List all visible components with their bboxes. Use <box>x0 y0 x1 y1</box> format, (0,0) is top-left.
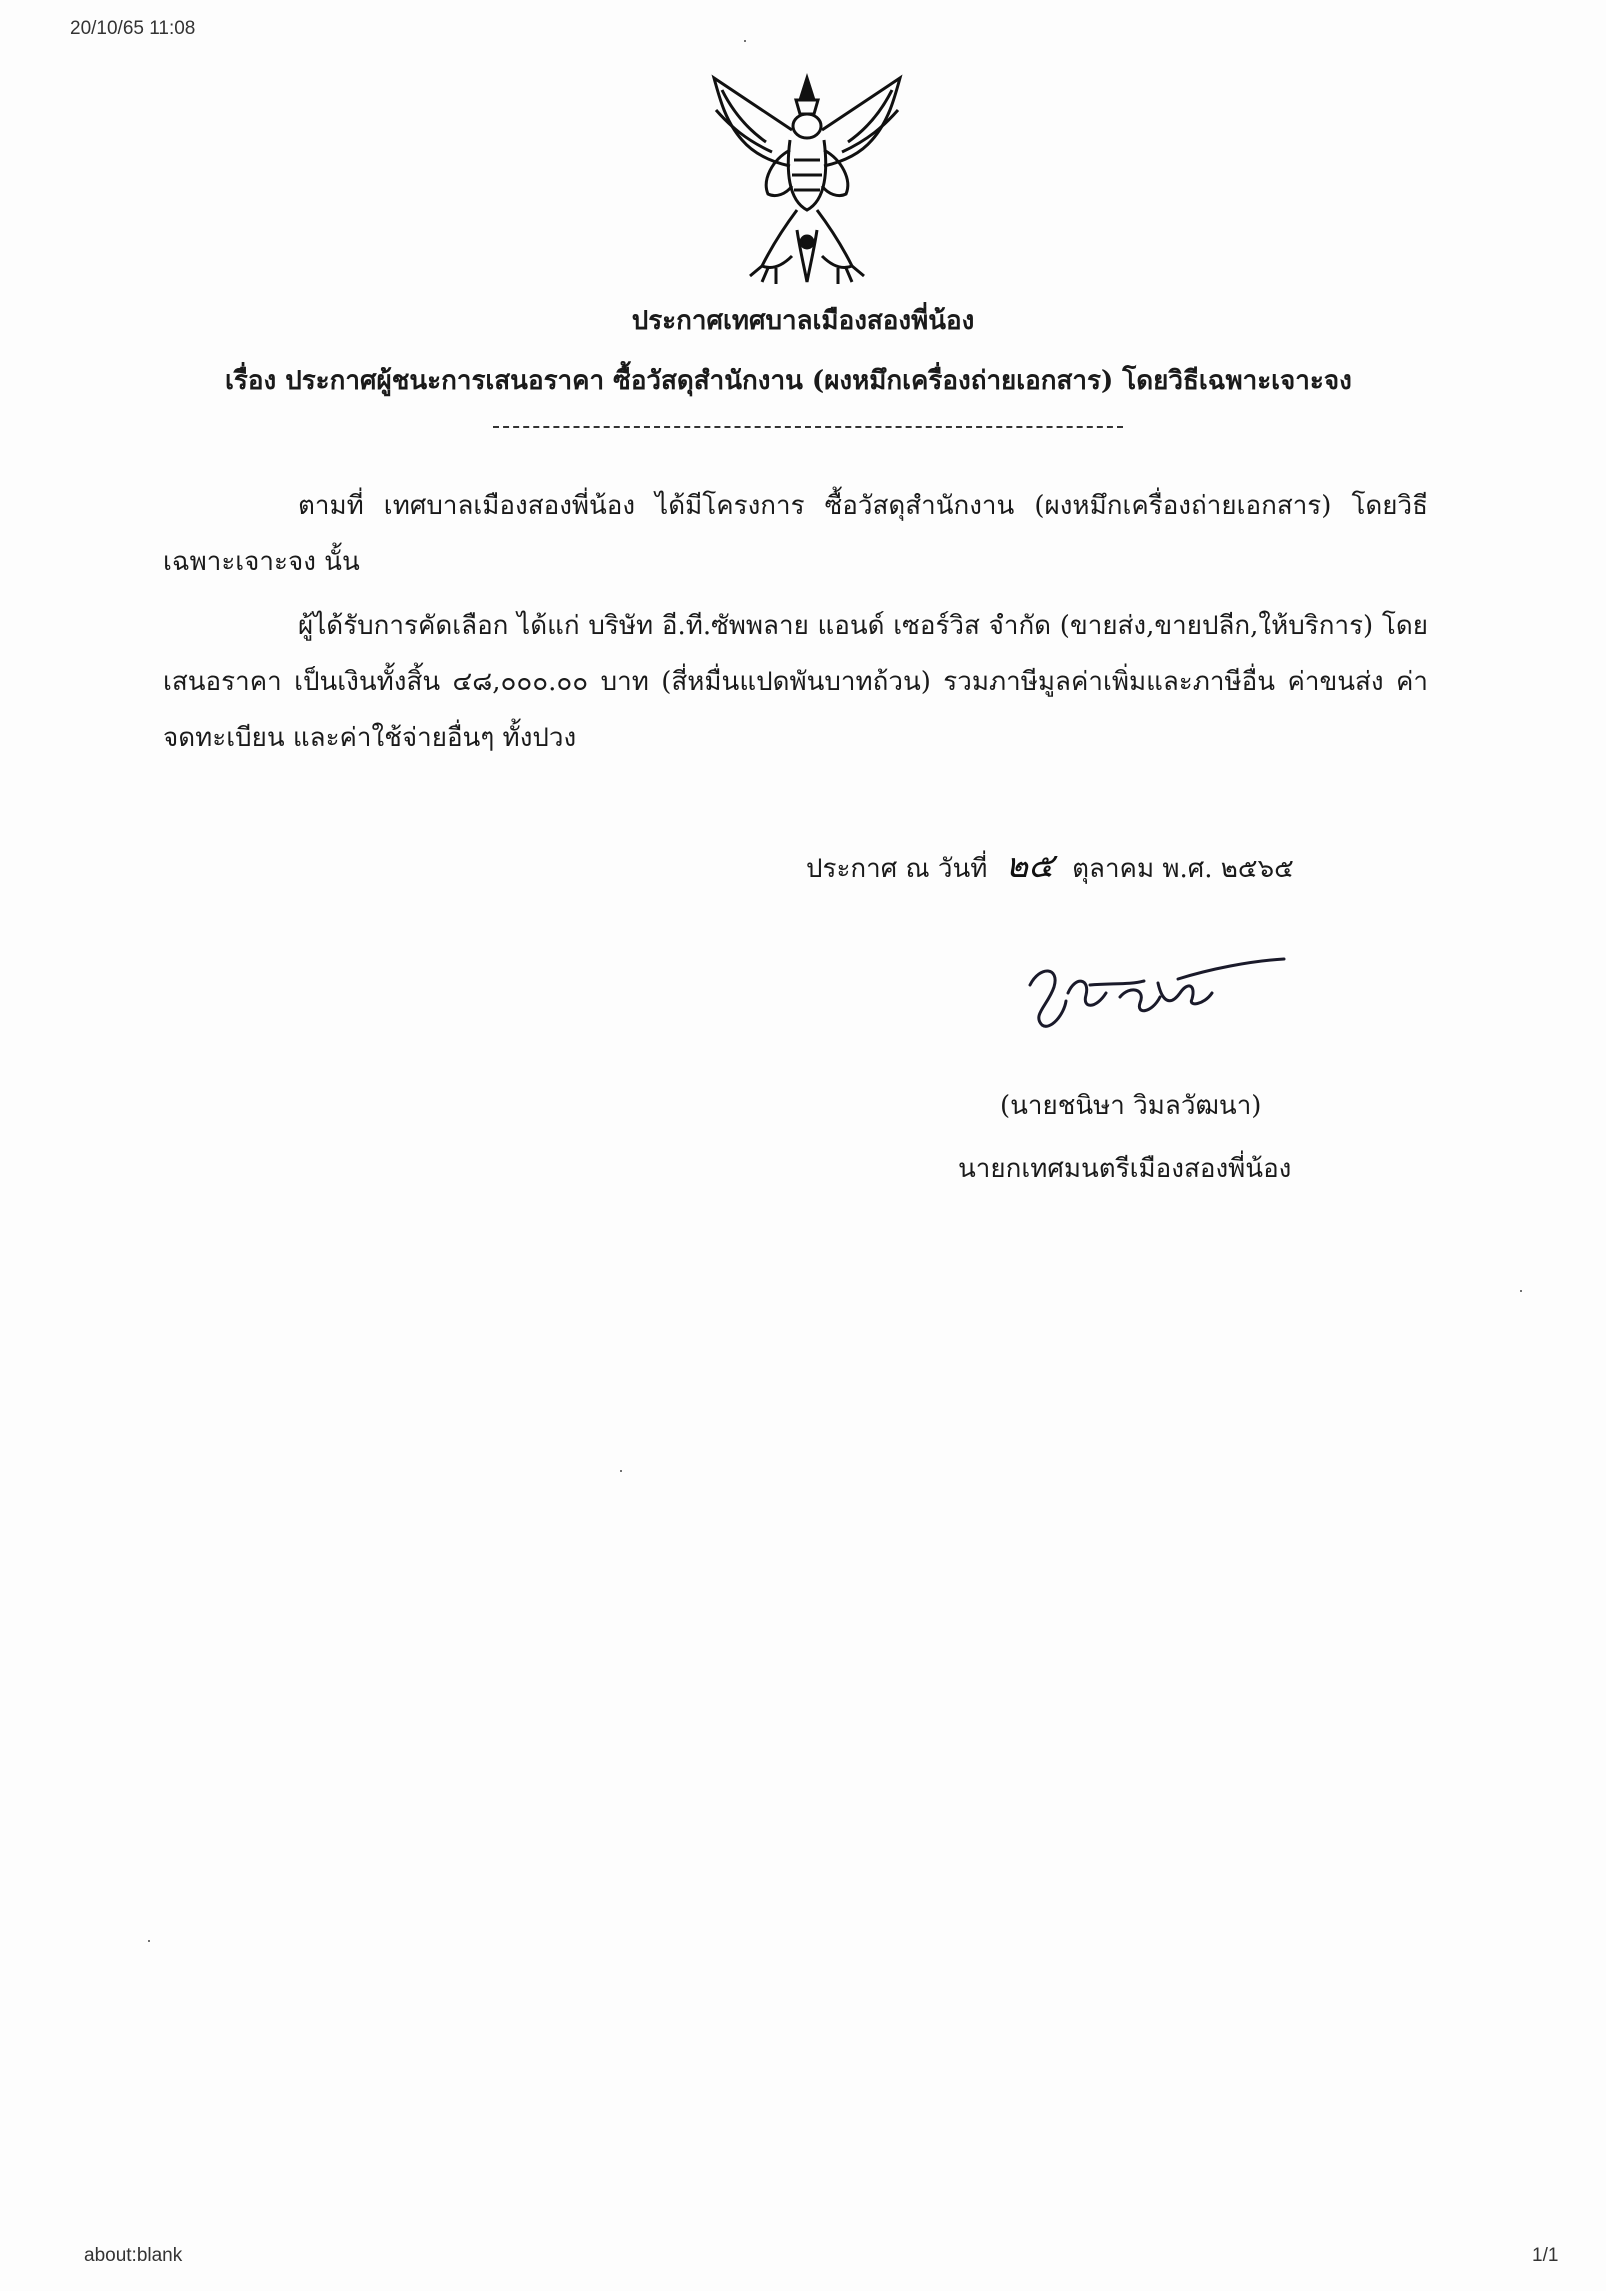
garuda-emblem-icon <box>702 70 912 290</box>
handwritten-signature <box>1020 945 1290 1035</box>
document-subject: เรื่อง ประกาศผู้ชนะการเสนอราคา ซื้อวัสดุสำนักงาน (ผงหมึกเครื่องถ่ายเอกสาร) โดยวิธีเฉพาะเจาะจง <box>225 366 1352 396</box>
date-day: ๒๕ <box>1005 846 1054 886</box>
paragraph-project <box>163 478 1428 590</box>
print-footer-page: 1/1 <box>1532 2245 1559 2266</box>
announcement-date <box>806 838 1294 892</box>
scan-speck <box>148 1940 150 1942</box>
date-prefix: ประกาศ ณ วันที่ <box>806 854 988 884</box>
paragraph-project-text: ตามที่ เทศบาลเมืองสองพี่น้อง ได้มีโครงการ ซื้อวัสดุสำนักงาน (ผงหมึกเครื่องถ่ายเอกสาร) โดยวิธีเฉพาะเจาะจง นั้น <box>163 491 1428 577</box>
paragraph-winner <box>163 598 1428 766</box>
date-suffix: ตุลาคม พ.ศ. ๒๕๖๕ <box>1072 854 1294 884</box>
scan-speck <box>1520 1290 1522 1292</box>
print-header-datetime: 20/10/65 11:08 <box>70 18 196 39</box>
scan-speck <box>744 40 746 42</box>
signer-name: (นายชนิษา วิมลวัฒนา) <box>1000 1091 1262 1121</box>
paragraph-winner-text: ผู้ได้รับการคัดเลือก ได้แก่ บริษัท อี.ที.ซัพพลาย แอนด์ เซอร์วิส จำกัด (ขายส่ง,ขายปลีก,ให้บริการ) โดยเสนอราคา เป็นเงินทั้งสิ้น ๔๘,๐๐๐.๐๐ บาท (สี่หมื่นแปดพันบาทถ้วน) รวมภาษีมูลค่าเพิ่มและภาษีอื่น ค่าขนส่ง ค่าจดทะเบียน และค่าใช้จ่ายอื่นๆ ทั้งปวง <box>163 611 1428 753</box>
print-footer-url: about:blank <box>84 2245 183 2266</box>
document-title: ประกาศเทศบาลเมืองสองพี่น้อง <box>631 306 975 336</box>
scan-speck <box>620 1470 622 1472</box>
signer-title: นายกเทศมนตรีเมืองสองพี่น้อง <box>958 1154 1292 1184</box>
divider-line <box>493 426 1123 428</box>
